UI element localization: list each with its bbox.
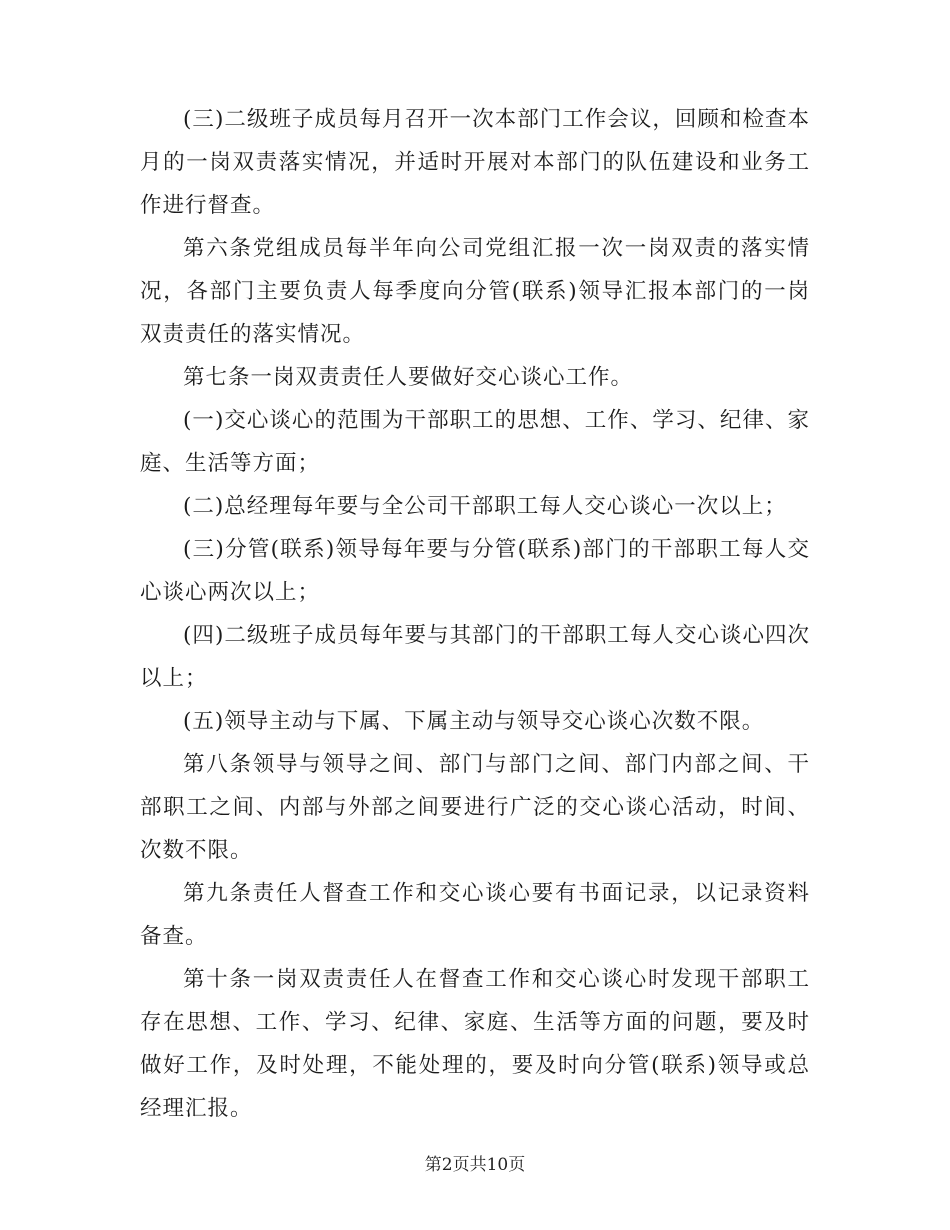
paragraph: 第七条一岗双责责任人要做好交心谈心工作。 [183,365,634,390]
paragraph: 第十条一岗双责责任人在督查工作和交心谈心时发现干部职工存在思想、工作、学习、纪律、家庭、生活等方面的问题，要及时做好工作，及时处理，不能处理的，要及时向分管(联系)领导或总经理汇报。 [140,967,810,1121]
paragraph: 第八条领导与领导之间、部门与部门之间、部门内部之间、干部职工之间、内部与外部之间要进行广泛的交心谈心活动，时间、次数不限。 [140,752,810,863]
paragraph: 第六条党组成员每半年向公司党组汇报一次一岗双责的落实情况，各部门主要负责人每季度向分管(联系)领导汇报本部门的一岗双责责任的落实情况。 [140,236,810,347]
paragraph: (二)总经理每年要与全公司干部职工每人交心谈心一次以上； [183,494,787,519]
paragraph: (四)二级班子成员每年要与其部门的干部职工每人交心谈心四次以上； [140,623,810,691]
document-body [140,98,810,1130]
paragraph: (五)领导主动与下属、下属主动与领导交心谈心次数不限。 [183,709,765,734]
page-number-footer: 第2页共10页 [424,1155,526,1175]
paragraph: 第九条责任人督查工作和交心谈心要有书面记录，以记录资料备查。 [140,881,810,949]
paragraph: (三)分管(联系)领导每年要与分管(联系)部门的干部职工每人交心谈心两次以上； [140,537,810,605]
paragraph: (一)交心谈心的范围为干部职工的思想、工作、学习、纪律、家庭、生活等方面； [140,408,810,476]
paragraph: (三)二级班子成员每月召开一次本部门工作会议，回顾和检查本月的一岗双责落实情况，并适时开展对本部门的队伍建设和业务工作进行督查。 [140,107,810,218]
